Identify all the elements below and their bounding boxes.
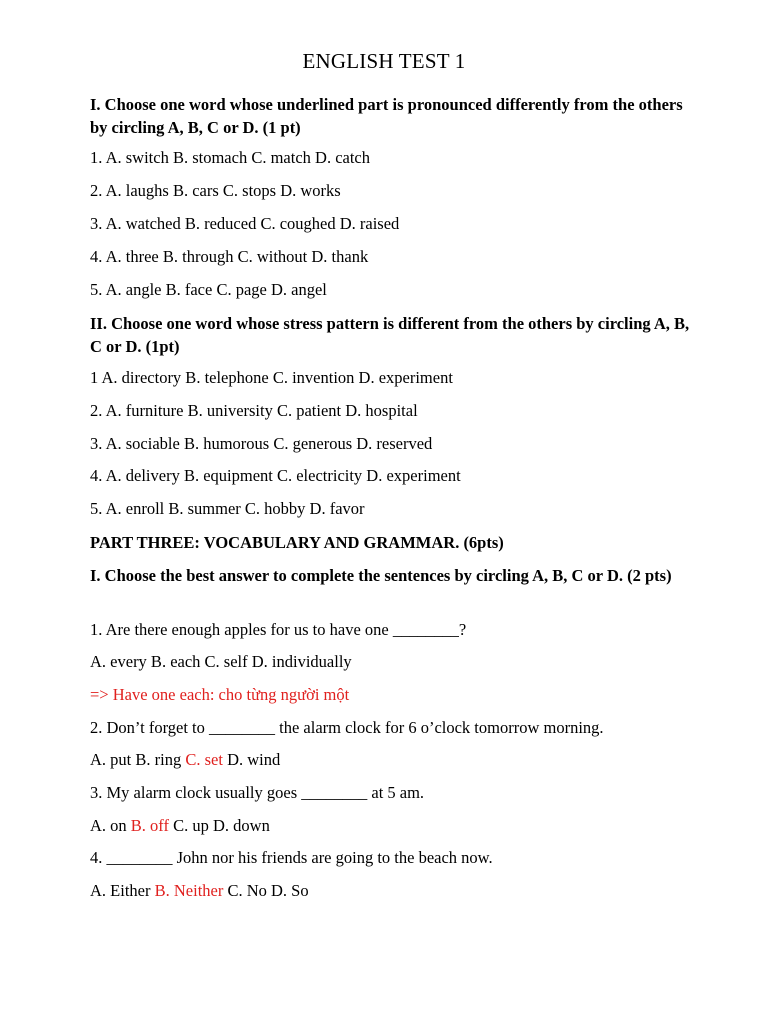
section-2-item-2: 2. A. furniture B. university C. patient D. hospital <box>90 401 418 420</box>
question-2-options-after: D. wind <box>222 750 281 769</box>
question-4-options-before: A. Either <box>90 881 155 900</box>
question-1-options: A. every B. each C. self D. individually <box>90 652 352 671</box>
question-3-options-after: C. up D. down <box>169 816 270 835</box>
section-1-heading: I. Choose one word whose underlined part is pronounced differently from the others by circling A, B, C or D. (1 pt) <box>90 95 683 137</box>
question-4-options <box>90 880 309 902</box>
section-2-item-4: 4. A. delivery B. equipment C. electricity D. experiment <box>90 466 461 485</box>
question-1-note: => Have one each: cho từng người một <box>90 685 350 704</box>
section-1-item-4: 4. A. three B. through C. without D. thank <box>90 247 369 266</box>
page-title: ENGLISH TEST 1 <box>302 49 466 73</box>
question-2-answer: C. set <box>185 750 223 769</box>
part-3-heading: PART THREE: VOCABULARY AND GRAMMAR. (6pts) <box>90 533 504 552</box>
section-1-item-5: 5. A. angle B. face C. page D. angel <box>90 280 327 299</box>
section-2-item-3: 3. A. sociable B. humorous C. generous D. reserved <box>90 434 433 453</box>
question-2-options <box>90 749 280 771</box>
question-4: 4. ________ John nor his friends are going to the beach now. <box>90 848 493 867</box>
section-2-item-1: 1 A. directory B. telephone C. invention D. experiment <box>90 368 453 387</box>
question-3-answer: B. off <box>130 816 169 835</box>
section-1-item-1: 1. A. switch B. stomach C. match D. catch <box>90 148 370 167</box>
question-2: 2. Don’t forget to ________ the alarm clock for 6 o’clock tomorrow morning. <box>90 718 604 737</box>
section-1-item-3: 3. A. watched B. reduced C. coughed D. raised <box>90 214 400 233</box>
question-4-options-after: C. No D. So <box>223 881 309 900</box>
question-3-options-before: A. on <box>90 816 131 835</box>
section-2-item-5: 5. A. enroll B. summer C. hobby D. favor <box>90 499 365 518</box>
question-3: 3. My alarm clock usually goes ________ at 5 am. <box>90 783 425 802</box>
section-1-item-2: 2. A. laughs B. cars C. stops D. works <box>90 181 341 200</box>
question-3-options <box>90 815 270 837</box>
question-4-answer: B. Neither <box>154 881 224 900</box>
question-2-options-before: A. put B. ring <box>90 750 186 769</box>
part-3-subheading: I. Choose the best answer to complete the sentences by circling A, B, C or D. (2 pts) <box>90 566 672 585</box>
section-2-heading: II. Choose one word whose stress pattern is different from the others by circling A, B, C or D. (1pt) <box>90 314 690 356</box>
question-1: 1. Are there enough apples for us to have one ________? <box>90 620 467 639</box>
